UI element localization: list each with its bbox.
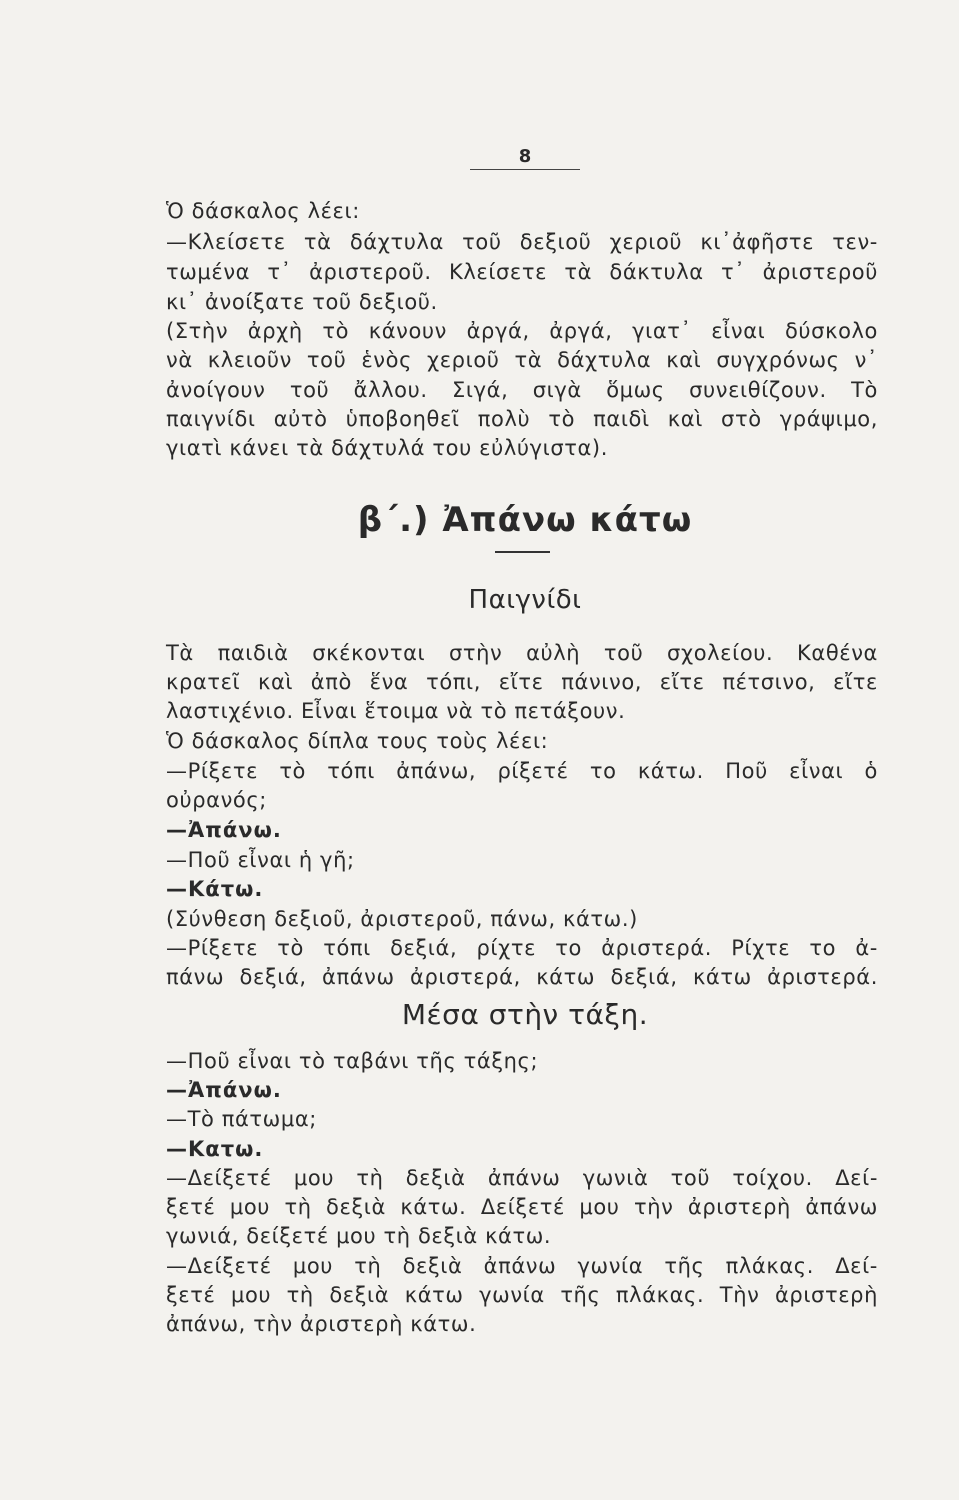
text-line: Ὁ δάσκαλος λέει: <box>166 199 360 223</box>
text-line: —Κλείσετε τὰ δάχτυλα τοῦ δεξιοῦ χεριοῦ κι᾽ἀφῆστε τεν- <box>166 230 878 254</box>
text-line: κι᾽ ἀνοίξατε τοῦ δεξιοῦ. <box>166 290 438 314</box>
text-line: —Ρίξετε τὸ τόπι ἀπάνω, ρίξετέ το κάτω. Ποῦ εἶναι ὁ <box>166 759 878 783</box>
text-line: ξετέ μου τὴ δεξιὰ κάτω γωνία τῆς πλάκας. Τὴν ἀριστερὴ <box>166 1283 878 1307</box>
text-line: (Σύνθεση δεξιοῦ, ἀριστεροῦ, πάνω, κάτω.) <box>166 907 638 931</box>
text-line: οὐρανός; <box>166 788 267 812</box>
text-line: γιατὶ κάνει τὰ δάχτυλά του εὐλύγιστα). <box>166 436 608 460</box>
section-title: β΄.) Ἀπάνω κάτω <box>357 500 693 540</box>
text-line: —Ποῦ εἶναι ἡ γῆ; <box>166 848 355 872</box>
section2-title: Μέσα στὴν τάξη. <box>401 998 649 1031</box>
section-subtitle: Παιγνίδι <box>468 585 582 615</box>
text-line: —Ποῦ εἶναι τὸ ταβάνι τῆς τάξης; <box>166 1049 539 1073</box>
text-line: —Κάτω. <box>166 877 264 901</box>
text-line: Ὁ δάσκαλος δίπλα τους τοὺς λέει: <box>166 729 549 753</box>
text-line: γωνιά, δείξετέ μου τὴ δεξιὰ κάτω. <box>166 1224 552 1248</box>
text-line: ἀνοίγουν τοῦ ἄλλου. Σιγά, σιγὰ ὅμως συνειθίζουν. Τὸ <box>166 378 878 402</box>
text-line: νὰ κλειοῦν τοῦ ἑνὸς χεριοῦ τὰ δάχτυλα καὶ συγχρόνως ν᾽ <box>166 348 878 372</box>
text-line: ἀπάνω, τὴν ἀριστερὴ κάτω. <box>166 1312 477 1336</box>
text-line: κρατεῖ καὶ ἀπὸ ἕνα τόπι, εἴτε πάνινο, εἴτε πέτσινο, εἴτε <box>166 670 878 694</box>
text-line: —Δείξετέ μου τὴ δεξιὰ ἀπάνω γωνία τῆς πλάκας. Δεί- <box>166 1254 878 1278</box>
text-line: —Ἀπάνω. <box>166 1078 282 1102</box>
page-number: 8 <box>470 146 580 170</box>
text-line: —Κατω. <box>166 1137 264 1161</box>
title-divider <box>495 551 550 553</box>
text-line: ξετέ μου τὴ δεξιὰ κάτω. Δείξετέ μου τὴν ἀριστερὴ ἀπάνω <box>166 1195 878 1219</box>
text-line: —Ἀπάνω. <box>166 818 282 842</box>
text-line: πάνω δεξιά, ἀπάνω ἀριστερά, κάτω δεξιά, κάτω ἀριστερά. <box>166 965 878 989</box>
text-line: Τὰ παιδιὰ σκέκονται στὴν αὐλὴ τοῦ σχολείου. Καθένα <box>166 641 878 665</box>
text-line: —Δείξετέ μου τὴ δεξιὰ ἀπάνω γωνιὰ τοῦ τοίχου. Δεί- <box>166 1166 878 1190</box>
text-line: λαστιχένιο. Εἶναι ἕτοιμα νὰ τὸ πετάξουν. <box>166 699 626 723</box>
text-line: τωμένα τ᾽ ἀριστεροῦ. Κλείσετε τὰ δάκτυλα τ᾽ ἀριστεροῦ <box>166 260 878 284</box>
text-line: —Ρίξετε τὸ τόπι δεξιά, ρίχτε το ἀριστερά. Ρίχτε το ἀ- <box>166 936 878 960</box>
text-line: (Στὴν ἀρχὴ τὸ κάνουν ἀργά, ἀργά, γιατ᾽ εἶναι δύσκολο <box>166 319 878 343</box>
text-line: παιγνίδι αὐτὸ ὑποβοηθεῖ πολὺ τὸ παιδὶ καὶ στὸ γράψιμο, <box>166 407 878 431</box>
text-line: —Τὸ πάτωμα; <box>166 1107 317 1131</box>
